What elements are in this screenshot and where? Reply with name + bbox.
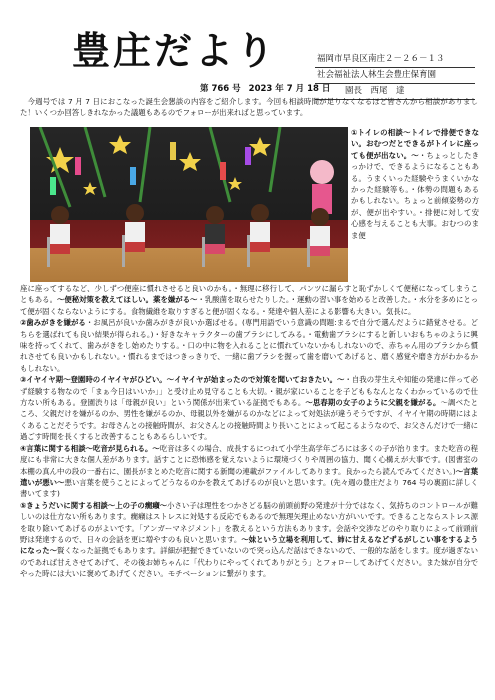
sibling-section (20, 500, 478, 580)
toilet-cont-text: 座に座ってするなど、少しずつ便座に慣れさせると良いのかも。・無理に移行して、パンツに漏らすと恥ずかしくて便秘になってしまうこともある。 (20, 284, 478, 305)
intro-paragraph (20, 96, 478, 119)
article-body (20, 283, 478, 580)
iyaiya-text: ・自我の芽生えや知能の発達に伴って必ず経験する物なので「まぁ今日はいいか」」と受け止め見守ることも大切。・親が家にいることを子どももなんとなくわかっているので仕方ない所もある。登園渋りは「母親が良い」という関係が出来ている証拠でもある。 (20, 375, 478, 408)
toilet-heading: ①トイレの相談～トイレで排便できない。おむつだとできるがトイレに座っても便が出ない。～ (351, 128, 479, 160)
speech-heading: ④言葉に関する相談～吃音が見られる。～ (20, 443, 160, 453)
constipation-heading: ～便秘対策を教えてほしい。薬を嫌がる～ (56, 295, 198, 305)
iyaiya-section (20, 374, 478, 442)
toilet-continuation (20, 283, 478, 317)
issue-line (200, 82, 330, 94)
language-text: 悪い言葉を使うことによってどうなるのかを教えてあげるのが良いと思います。(先々週の豊庄だより 764 号の裏面に詳しく書いてます) (20, 477, 478, 499)
younger-sister-text: 賢くなった証拠でもあります。詳細が把握できていないので突っ込んだ話はできないので、一般的な話をします。度が過ぎないのであれば甘えさせてあげて、その後お姉ちゃんに「代わりにやってくれてありがとう」とフォローしてあげてください。また妹が自分でやった時には大いに褒めてあげてください。モチベーションに繋がります。 (20, 546, 478, 579)
issue-date: 2023 年 7 月 18 日 (248, 84, 331, 94)
father-text: ～調べたところ、父親だけを嫌がるのか、男性を嫌がるのか、母親以外を嫌がるのかなどによって対処法が違うそうですが、イヤイヤ期の時期にはよくあることだそうです。お母さんとの接触時間が、お父さんとの接触時間より長いことによって起こるようなので、お父さんだけで一緒に過ごす時間を長くすると改善することもあるらしいです。 (20, 398, 478, 442)
newsletter-title: 豊庄だより (72, 28, 278, 73)
toothbrush-heading: ②歯みがきを嫌がる (20, 318, 86, 328)
constipation-text: ・乳酸菌を取らせたりした。・運動の習い事を始めると改善した。・水分を多めにとって便が固くならないようにする。食物繊維を取りすぎると便が固くなる。・発達や個人差による影響も大きい。気長に。 (20, 295, 478, 316)
father-heading: ～思春期の女子のように父親を嫌がる。 (305, 398, 441, 408)
director: 園長 西尾 達 (315, 84, 475, 100)
language-heading: ～言葉遣いが悪い～ (20, 466, 478, 487)
right-column (351, 127, 479, 241)
speech-text: 吃音は多くの場合、成長するにつれて小学生高学年ごろには多くの子が治ります。また吃音の程度にも非常に大きな個人差があります。話すことに恐怖感を覚えないように環境づくりや周囲の協力、聞く心構えが大事です。(図書室の本棚の真ん中の段の一番右に、園長がまとめた吃音に関する新聞の連載がファイルしてあります。良かったら読んでみてください。) (20, 443, 479, 476)
event-photo (30, 127, 348, 282)
intro-text: 今週号では 7 月 7 日におこなった誕生会懇談の内容をご紹介します。今回も相談時間が足りなくなるほど皆さんから相談がありました！いくつか回答しきれなかった議題もあるのでフォローが出来ればと思っています。 (20, 97, 478, 118)
organization: 社会福祉法人林生会豊庄保育園 (315, 68, 475, 84)
photo-illustration (30, 127, 348, 282)
sibling-text: 小さい子は理性をつかさどる脳の前頭前野の発達が十分ではなく、気持ちのコントロールが難しいのは仕方ない所もあります。癇癪はストレスに対処する反応でもあるので無理矢理止めない方がいいです。できることならストレス源を取り除いてあげるのがよいです。「アンガーマネジメント」を教えるという方法もあります。会話や交渉などのやり取りによって前頭前野は発達するので、日々の会話を更に増やすのも良いと思います。 (20, 500, 478, 544)
younger-sister-heading: ～妹という立場を利用して、姉に甘えるなどずるがしこい事をするようになった～ (20, 534, 479, 556)
address-block (315, 52, 475, 100)
toilet-text: ・ちょっとしたきっかけで、できるようになることもある。うまくいった経験やうまくいかなかった経験等も。・体勢の問題もあるかもしれない。ちょっと前傾姿勢の方が、便が出やすい。・排便に対して安心感を与えることも大事。おむつのまま便 (351, 150, 479, 240)
iyaiya-heading: ③イヤイヤ期～登園時のイヤイヤがひどい。～イヤイヤが始まったので対策を聞いておきたい。～ (20, 375, 345, 385)
address: 福岡市早良区南庄２－２６－１３ (315, 52, 475, 68)
speech-section (20, 443, 478, 500)
issue-number: 第 766 号 (200, 84, 241, 94)
toothbrush-text: ・お風呂が良いか歯みがきが良いか選ばせる。(専門用語でいう意識の問題:まるで自分で選んだように錯覚させる。どちらを選ばれても良い結果が得られる。)・好きなキャラクターの歯ブラシにしてみる。・電動歯ブラシにすると新しいおもちゃのように興味を持ってくれて、歯みがきをし始めたりする。・口の中に物を入れることに慣れていないかもしれないので、赤ちゃん用のブラシから慣れさせても良いかもしれない。・慣れるまではつきっきりで、一緒に歯ブラシを握って歯を磨いてあげると、磨く感覚や磨き方がわかるかもしれない。 (20, 318, 478, 373)
toothbrush-section (20, 317, 478, 374)
sibling-heading: ⑤きょうだいに関する相談～上の子の癇癪～ (20, 500, 168, 510)
